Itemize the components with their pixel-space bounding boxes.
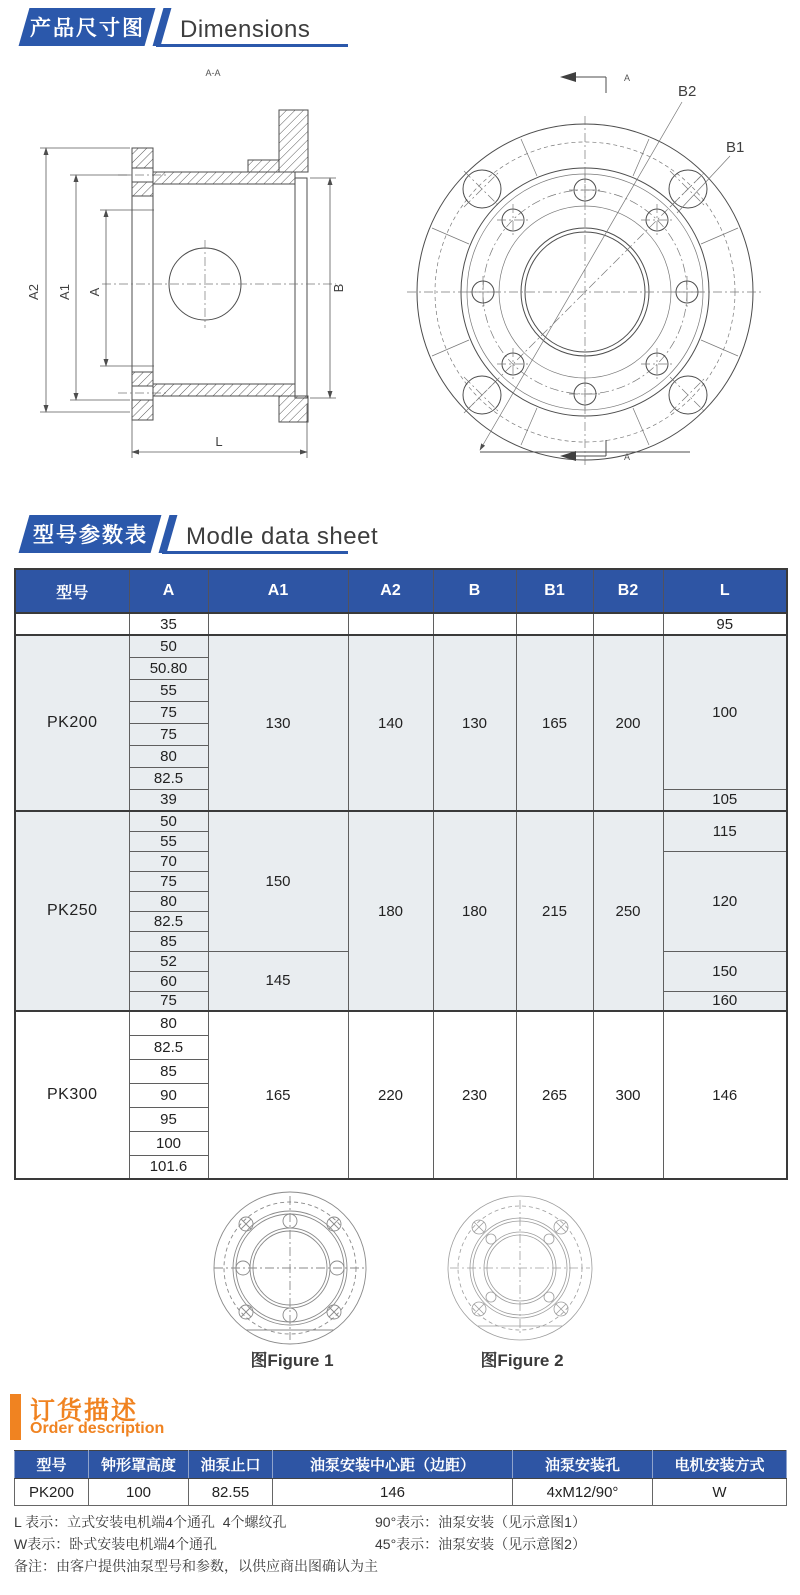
cell-a: 80	[129, 745, 208, 767]
cell-b1: 265	[516, 1011, 593, 1179]
cell-a1: 130	[208, 635, 348, 811]
order-cell-bell-height: 100	[89, 1479, 189, 1506]
cell-a: 52	[129, 951, 208, 971]
figure-drawings	[14, 1188, 786, 1348]
dimensions-badge	[19, 8, 156, 46]
figure-2-caption: 图Figure 2	[480, 1351, 564, 1370]
col-header-a: A	[129, 569, 208, 613]
cell-l: 105	[663, 789, 787, 811]
cell-a: 85	[129, 1059, 208, 1083]
cell-b: 130	[433, 635, 516, 811]
dim-label-b: B	[331, 283, 346, 293]
cell-b1: 165	[516, 635, 593, 811]
cell-a: 95	[129, 1107, 208, 1131]
cell-model-pk300: PK300	[15, 1011, 129, 1179]
order-cell-pump-spigot: 82.55	[189, 1479, 273, 1506]
cell-a: 35	[129, 613, 208, 635]
cell-a: 55	[129, 679, 208, 701]
cell-b2: 300	[593, 1011, 663, 1179]
cell-b1: 215	[516, 811, 593, 1011]
table-row	[15, 613, 787, 635]
note-90-meaning: 90°表示：油泵安装（见示意图1）	[375, 1514, 586, 1530]
order-table	[14, 1450, 787, 1506]
cell-a: 80	[129, 891, 208, 911]
cell-b: 180	[433, 811, 516, 1011]
section-view-label: A-A	[205, 68, 221, 78]
cell-a: 70	[129, 851, 208, 871]
dimensions-badge-label: 产品尺寸图	[29, 17, 145, 40]
datasheet-badge-label: 型号参数表	[32, 524, 148, 547]
order-cell-model: PK200	[15, 1479, 89, 1506]
col-header-b2: B2	[593, 569, 663, 613]
col-header-b1: B1	[516, 569, 593, 613]
note-w-meaning: W表示：卧式安装电机端4个通孔	[14, 1536, 217, 1552]
cell-l: 100	[663, 635, 787, 789]
cell-l: 146	[663, 1011, 787, 1179]
banner-underline	[156, 44, 348, 47]
figure-2-drawing	[448, 1196, 592, 1340]
side-section-view	[102, 68, 336, 422]
section-arrow-top-label: A	[624, 73, 631, 83]
cell-a: 60	[129, 971, 208, 991]
figure-1-caption: 图Figure 1	[250, 1351, 334, 1370]
cell-l: 160	[663, 991, 787, 1011]
cell-a: 55	[129, 831, 208, 851]
dim-label-a1: A1	[57, 284, 72, 300]
table-row	[15, 811, 787, 831]
cell-b1	[516, 613, 593, 635]
dimension-drawings	[14, 60, 786, 480]
datasheet-badge	[19, 515, 162, 553]
order-col-center-distance: 油泵安装中心距（边距）	[273, 1451, 513, 1479]
order-col-model: 型号	[15, 1451, 89, 1479]
section-arrow-top	[560, 72, 630, 93]
cell-l: 95	[663, 613, 787, 635]
cell-a: 90	[129, 1083, 208, 1107]
cell-b	[433, 613, 516, 635]
section-arrow-bottom-label: A	[624, 452, 631, 462]
order-cell-mount-holes: 4xM12/90°	[513, 1479, 653, 1506]
cell-a: 75	[129, 991, 208, 1011]
order-table-row	[15, 1479, 787, 1506]
cell-l: 120	[663, 851, 787, 951]
label-b1: B1	[726, 139, 745, 156]
table-row	[15, 1011, 787, 1035]
dim-label-l: L	[215, 434, 223, 449]
cell-a2: 180	[348, 811, 433, 1011]
banner-underline	[162, 551, 348, 554]
cell-a2: 220	[348, 1011, 433, 1179]
order-col-bell-height: 钟形罩高度	[89, 1451, 189, 1479]
section-arrow-bottom	[560, 440, 630, 462]
cell-a1: 145	[208, 951, 348, 1011]
label-b2: B2	[678, 83, 697, 100]
figure-1-drawing	[214, 1192, 366, 1344]
cell-a: 100	[129, 1131, 208, 1155]
badge-slash-decoration	[153, 8, 172, 46]
col-header-model: 型号	[15, 569, 129, 613]
col-header-a2: A2	[348, 569, 433, 613]
dim-label-a: A	[87, 287, 102, 297]
cell-model	[15, 613, 129, 635]
cell-l: 150	[663, 951, 787, 991]
cell-a: 82.5	[129, 1035, 208, 1059]
cell-a: 75	[129, 723, 208, 745]
note-l-meaning: L 表示：立式安装电机端4个通孔 4个螺纹孔	[14, 1514, 287, 1530]
cell-a1: 165	[208, 1011, 348, 1179]
cell-b2: 250	[593, 811, 663, 1011]
cell-model-pk250: PK250	[15, 811, 129, 1011]
front-flange-view	[407, 72, 763, 466]
note-45-meaning: 45°表示：油泵安装（见示意图2）	[375, 1536, 586, 1552]
note-remark: 备注：由客户提供油泵型号和参数，以供应商出图确认为主	[14, 1558, 378, 1574]
datasheet-title-en: Modle data sheet	[186, 523, 379, 550]
dim-label-a2: A2	[26, 284, 41, 300]
col-header-b: B	[433, 569, 516, 613]
cell-a2	[348, 613, 433, 635]
cell-b: 230	[433, 1011, 516, 1179]
dimensions-section-header	[0, 8, 800, 48]
cell-a: 82.5	[129, 911, 208, 931]
cell-a1: 150	[208, 811, 348, 951]
cell-b2	[593, 613, 663, 635]
cell-a1	[208, 613, 348, 635]
order-col-pump-spigot: 油泵止口	[189, 1451, 273, 1479]
datasheet-section-header	[0, 515, 800, 555]
cell-a: 85	[129, 931, 208, 951]
order-title-en: Order description	[30, 1420, 165, 1437]
model-data-table	[14, 568, 788, 1180]
order-heading-bar	[10, 1394, 21, 1440]
cell-model-pk200: PK200	[15, 635, 129, 811]
badge-slash-decoration	[159, 515, 178, 553]
cell-a: 80	[129, 1011, 208, 1035]
order-cell-motor-mount: W	[653, 1479, 787, 1506]
cell-a: 50	[129, 811, 208, 831]
cell-l: 115	[663, 811, 787, 851]
cell-b2: 200	[593, 635, 663, 811]
order-cell-center-distance: 146	[273, 1479, 513, 1506]
cell-a: 50.80	[129, 657, 208, 679]
cell-a: 50	[129, 635, 208, 657]
col-header-a1: A1	[208, 569, 348, 613]
order-col-motor-mount: 电机安装方式	[653, 1451, 787, 1479]
table-header-row	[15, 569, 787, 613]
order-col-mount-holes: 油泵安装孔	[513, 1451, 653, 1479]
order-table-header-row	[15, 1451, 787, 1479]
order-title-cn: 订货描述	[30, 1397, 139, 1425]
cell-a: 75	[129, 701, 208, 723]
dimensions-title-en: Dimensions	[180, 16, 311, 43]
cell-a: 75	[129, 871, 208, 891]
cell-a2: 140	[348, 635, 433, 811]
cell-a: 39	[129, 789, 208, 811]
cell-a: 82.5	[129, 767, 208, 789]
table-row	[15, 635, 787, 657]
col-header-l: L	[663, 569, 787, 613]
cell-a: 101.6	[129, 1155, 208, 1179]
